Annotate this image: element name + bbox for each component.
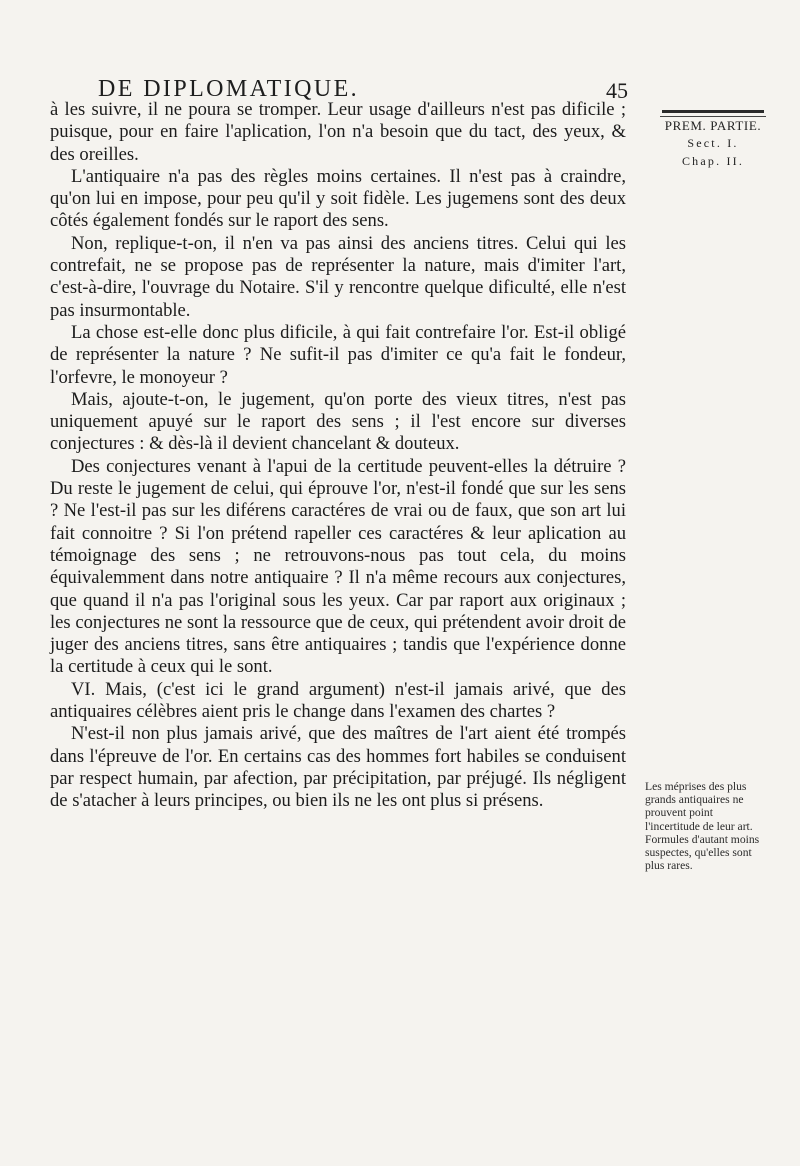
margin-rule [662,110,764,113]
paragraph: Des conjectures venant à l'apui de la certitude peuvent-elles la détruire ? Du reste le jugement de celui, qui éprouve l'or, n'est-il fondé que sur les sens ? Ne l'est-il pas sur les diférens caractéres de vrai ou de faux, que son art lui fait connoitre ? Si l'on prétend rapeller ces caractéres & leur aplication au témoignage des sens ; ne retrouvons-nous pas tout cela, du moins équivalemment dans notre antiquaire ? Il n'a même recours aux conjectures, que quand il n'a pas l'original sous les yeux. Car par raport aux originaux ; les conjectures ne sont la ressource que de ceux, qui prétendent avoir droit de juger des anciens titres, sans être antiquaires ; tandis que l'expérience donne la certitude à ceux qui le sont. [50,455,626,678]
paragraph: La chose est-elle donc plus dificile, à qui fait contrefaire l'or. Est-il obligé de représenter la nature ? Ne sufit-il pas d'imiter ce qu'a fait le fondeur, l'orfevre, le monoyeur ? [50,321,626,388]
paragraph: Mais, ajoute-t-on, le jugement, qu'on porte des vieux titres, n'est pas uniquement apuyé sur le raport des sens ; il l'est encore sur diverses conjectures : & dès-là il devient chancelant & douteux. [50,388,626,455]
page-number: 45 [606,78,628,103]
paragraph: N'est-il non plus jamais arivé, que des maîtres de l'art aient été trompés dans l'épreuve de l'or. En certains cas des hommes fort habiles se conduisent par respect humain, par afection, par précipitation, par préjugé. Ils négligent de s'atacher à leurs principes, ou bien ils ne les ont plus si présens. [50,723,626,812]
body-text [50,99,626,813]
paragraph: VI. Mais, (c'est ici le grand argument) n'est-il jamais arivé, que des antiquaires célèbres aient pris le change dans l'examen des chartes ? [50,678,626,723]
running-title: DE DIPLOMATIQUE. [98,76,360,102]
margin-section-label: Sect. I. [687,136,739,150]
paragraph: Non, replique-t-on, il n'en va pas ainsi des anciens titres. Celui qui les contrefait, ne se propose pas de représenter la nature, mais d'imiter l'art, c'est-à-dire, l'ouvrage du Notaire. S'il y rencontre quelque dificulté, elle n'est pas insurmontable. [50,232,626,321]
paragraph: L'antiquaire n'a pas des règles moins certaines. Il n'est pas à craindre, qu'on lui en impose, pour peu qu'il y soit fidèle. Les jugemens sont des deux côtés également fondés sur le raport des sens. [50,165,626,232]
margin-part-label: PREM. PARTIE. [660,116,766,134]
margin-chapter-label: Chap. II. [681,154,745,168]
margin-heading [658,110,768,170]
paragraph: à les suivre, il ne poura se tromper. Leur usage d'ailleurs n'est pas dificile ; puisque, pour en faire l'aplication, l'on n'a besoin que du tact, des yeux, & des oreilles. [50,99,626,165]
margin-note: Les méprises des plus grands antiquaires ne prouvent point l'incertitude de leur art. Formules d'autant moins suspectes, qu'elles sont plus rares. [645,780,760,873]
